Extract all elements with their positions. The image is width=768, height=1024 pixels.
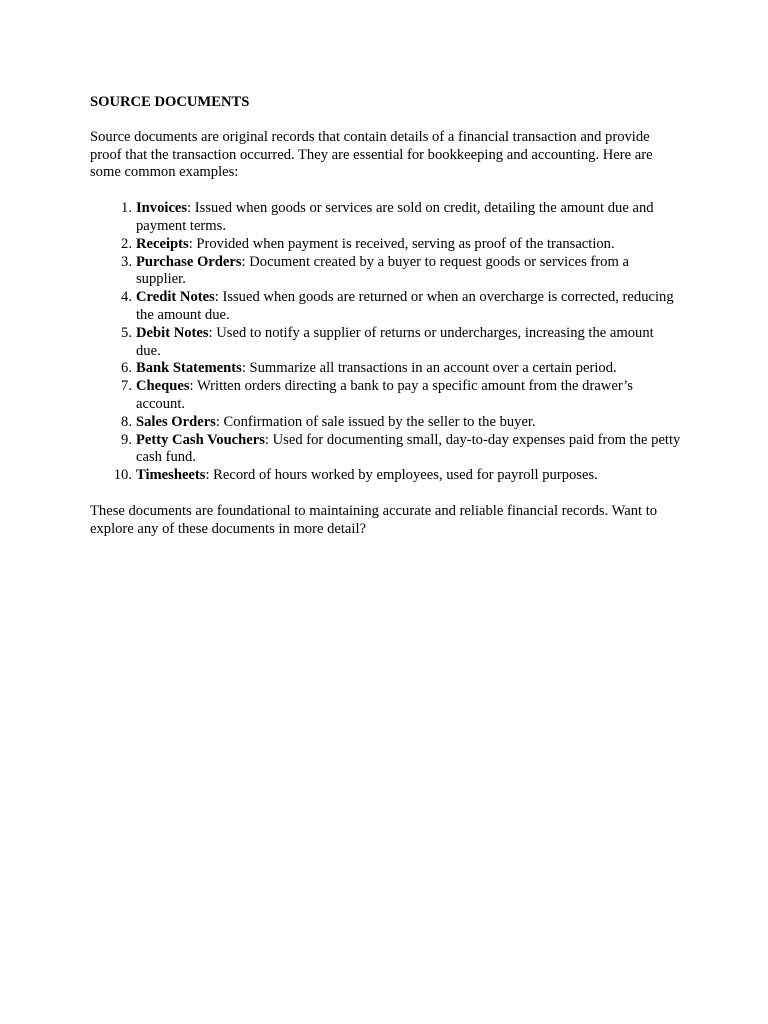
list-item-description: : Summarize all transactions in an account over a certain period.: [241, 360, 617, 377]
list-item-number: 4.: [121, 289, 132, 306]
list-item-term: Credit Notes: [136, 289, 215, 306]
closing-paragraph: These documents are foundational to maintaining accurate and reliable financial records. Want to explore any of these documents in more detail?: [90, 502, 658, 537]
list-item: [90, 467, 682, 485]
list-item-number: 7.: [121, 378, 132, 395]
source-documents-list: [90, 200, 682, 485]
list-item-number: 3.: [121, 253, 132, 270]
list-item: [90, 325, 682, 361]
list-item-number: 6.: [121, 360, 132, 377]
list-item-term: Petty Cash Vouchers: [136, 431, 265, 448]
list-item-number: 2.: [121, 235, 132, 252]
list-item-number: 8.: [121, 413, 132, 430]
list-item-description: : Provided when payment is received, serving as proof of the transaction.: [188, 235, 615, 252]
list-item-term: Sales Orders: [136, 413, 216, 430]
list-item-number: 9.: [121, 431, 132, 448]
list-item-description: : Used to notify a supplier of returns or undercharges, increasing the amount due.: [136, 324, 654, 359]
list-item-text: [136, 378, 682, 414]
list-item-term: Invoices: [136, 200, 188, 217]
list-item-description: : Written orders directing a bank to pay a specific amount from the drawer’s account.: [136, 378, 633, 412]
list-item-term: Bank Statements: [136, 360, 242, 377]
list-item-text: [136, 236, 682, 254]
list-item: [90, 432, 682, 468]
list-item-text: [136, 325, 682, 361]
list-item-term: Receipts: [136, 235, 189, 252]
intro-paragraph: Source documents are original records that contain details of a financial transaction and provide proof that the transaction occurred. They are essential for bookkeeping and accounting. Here are some common examples:: [90, 128, 653, 181]
list-item: [90, 289, 682, 325]
list-item-description: : Document created by a buyer to request goods or services from a supplier.: [136, 253, 629, 288]
list-item-description: : Confirmation of sale issued by the seller to the buyer.: [215, 413, 536, 430]
list-item-term: Debit Notes: [136, 324, 209, 341]
list-item: [90, 378, 682, 414]
list-item-number: 1.: [121, 200, 132, 217]
list-item-text: [136, 289, 682, 325]
list-item: [90, 414, 682, 432]
list-item-term: Cheques: [136, 378, 190, 395]
list-item: [90, 200, 682, 236]
list-item-term: Timesheets: [136, 467, 206, 484]
list-item: [90, 254, 682, 290]
list-item-number: 5.: [121, 324, 132, 341]
list-item-text: [136, 414, 682, 432]
list-item-description: : Record of hours worked by employees, used for payroll purposes.: [205, 467, 598, 484]
list-item-number: 10.: [113, 467, 132, 484]
list-item: [90, 360, 682, 378]
list-item-text: [136, 432, 682, 468]
list-item-description: : Issued when goods are returned or when an overcharge is corrected, reducing the amount due.: [136, 289, 674, 323]
list-item-term: Purchase Orders: [136, 253, 242, 270]
list-item-text: [136, 254, 682, 290]
list-item-description: : Used for documenting small, day-to-day expenses paid from the petty cash fund.: [136, 431, 681, 466]
list-item-text: [136, 467, 682, 485]
list-item: [90, 236, 682, 254]
list-item-text: [136, 200, 682, 236]
document-title: SOURCE DOCUMENTS: [90, 94, 250, 110]
list-item-description: : Issued when goods or services are sold on credit, detailing the amount due and payment terms.: [136, 200, 654, 234]
list-item-text: [136, 360, 682, 378]
